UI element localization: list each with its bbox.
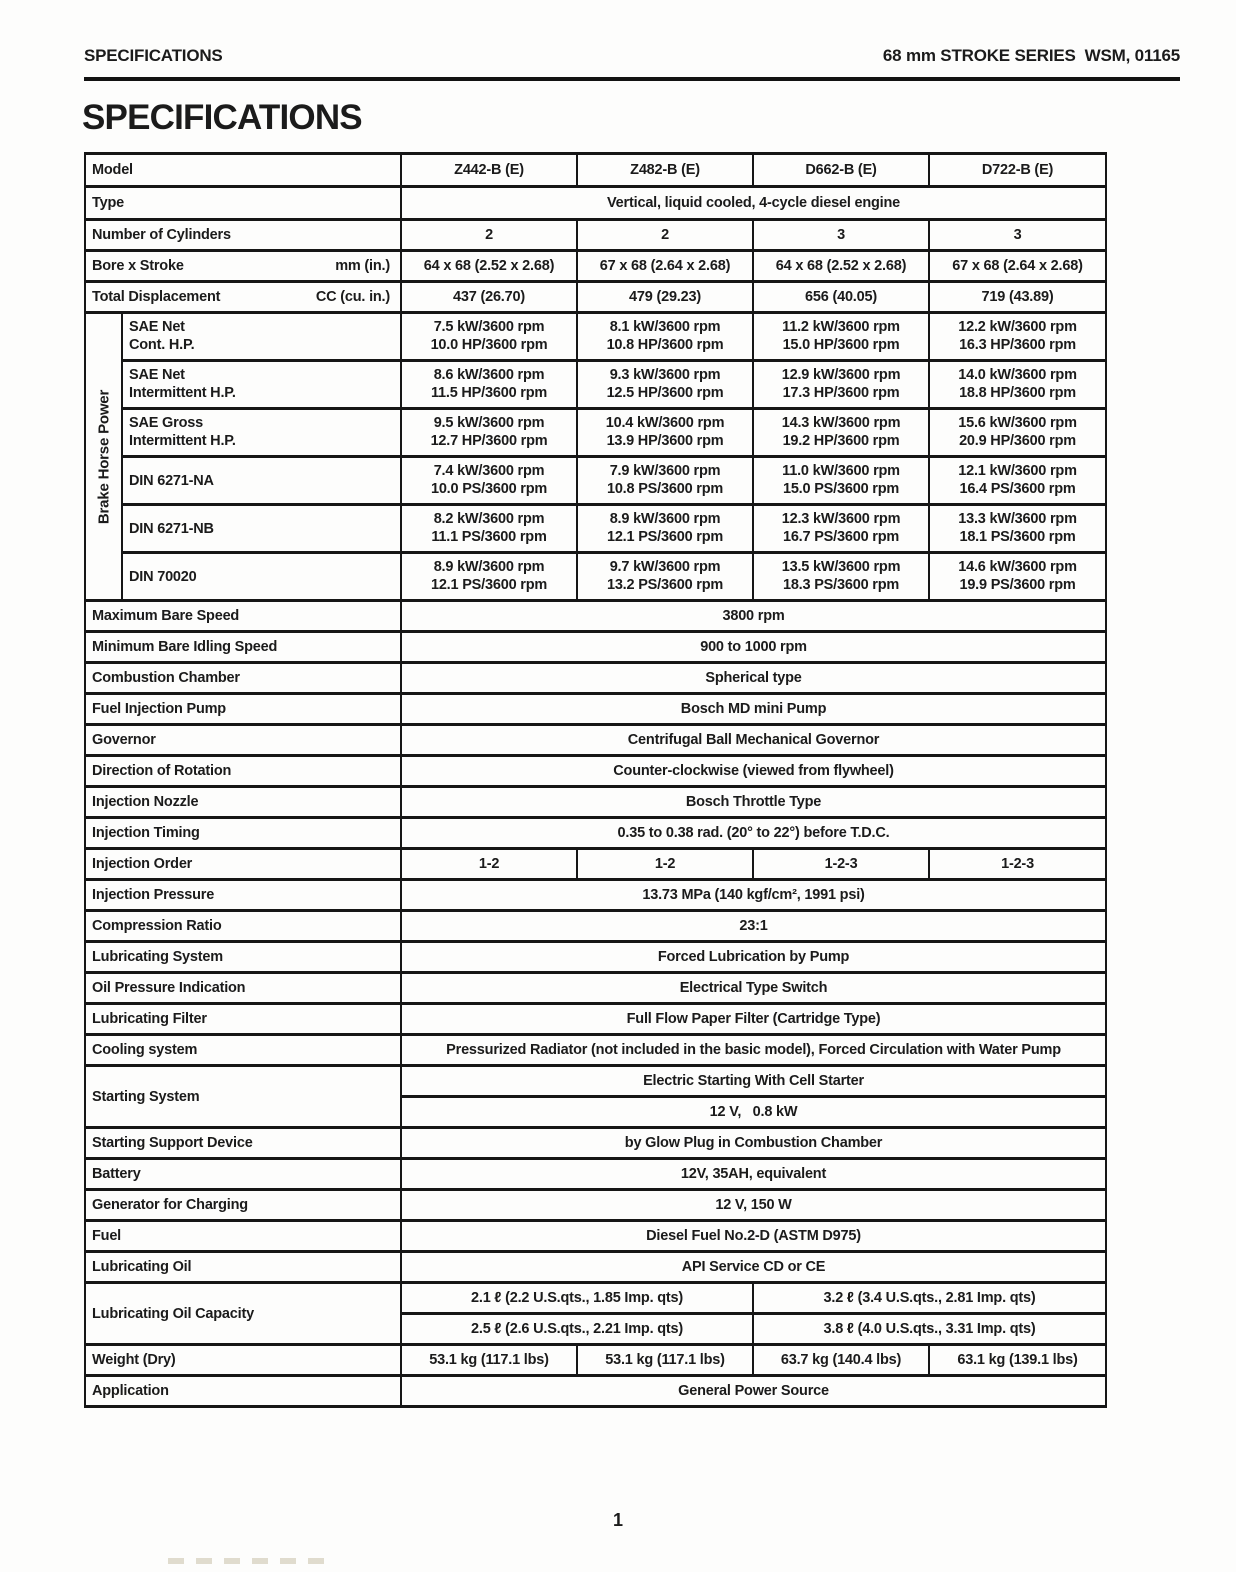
spec-value: 719 (43.89) xyxy=(929,282,1106,313)
spec-label: Type xyxy=(85,187,401,220)
row-fuel xyxy=(85,1221,1106,1252)
spec-value: 11.0 kW/3600 rpm 15.0 PS/3600 rpm xyxy=(753,457,929,505)
header-rule xyxy=(84,77,1180,81)
spec-value: 12.2 kW/3600 rpm 16.3 HP/3600 rpm xyxy=(929,313,1106,361)
row-weight-dry xyxy=(85,1345,1106,1376)
spec-value: 3.8 ℓ (4.0 U.S.qts., 3.31 Imp. qts) xyxy=(753,1314,1106,1345)
spec-label: Oil Pressure Indication xyxy=(85,973,401,1004)
row-bhp-sae-gross-int xyxy=(85,409,1106,457)
row-lubricating-oil xyxy=(85,1252,1106,1283)
spec-value: Bosch Throttle Type xyxy=(401,787,1106,818)
model-cell: Z482-B (E) xyxy=(577,154,753,187)
row-injection-pressure xyxy=(85,880,1106,911)
spec-value: 3800 rpm xyxy=(401,601,1106,632)
spec-value: 23:1 xyxy=(401,911,1106,942)
row-bhp-din-70020 xyxy=(85,553,1106,601)
spec-value: 3 xyxy=(929,220,1106,251)
spec-value: 14.3 kW/3600 rpm 19.2 HP/3600 rpm xyxy=(753,409,929,457)
row-type xyxy=(85,187,1106,220)
spec-value: 2 xyxy=(577,220,753,251)
spec-label: Compression Ratio xyxy=(85,911,401,942)
row-injection-timing xyxy=(85,818,1106,849)
model-cell: D662-B (E) xyxy=(753,154,929,187)
spec-label: Combustion Chamber xyxy=(85,663,401,694)
spec-unit: mm (in.) xyxy=(335,258,391,274)
spec-value: 14.0 kW/3600 rpm 18.8 HP/3600 rpm xyxy=(929,361,1106,409)
row-lubricating-filter xyxy=(85,1004,1106,1035)
spec-value: 1-2-3 xyxy=(753,849,929,880)
spec-value: 15.6 kW/3600 rpm 20.9 HP/3600 rpm xyxy=(929,409,1106,457)
row-model xyxy=(85,154,1106,187)
row-direction-of-rotation xyxy=(85,756,1106,787)
spec-value: 13.73 MPa (140 kgf/cm², 1991 psi) xyxy=(401,880,1106,911)
spec-value: 656 (40.05) xyxy=(753,282,929,313)
row-injection-nozzle xyxy=(85,787,1106,818)
spec-value: Electric Starting With Cell Starter xyxy=(401,1066,1106,1097)
row-lubricating-oil-capacity xyxy=(85,1283,1106,1314)
spec-value: 7.9 kW/3600 rpm 10.8 PS/3600 rpm xyxy=(577,457,753,505)
spec-value: 63.1 kg (139.1 lbs) xyxy=(929,1345,1106,1376)
spec-value: Full Flow Paper Filter (Cartridge Type) xyxy=(401,1004,1106,1035)
spec-value: 64 x 68 (2.52 x 2.68) xyxy=(753,251,929,282)
spec-value: 8.9 kW/3600 rpm 12.1 PS/3600 rpm xyxy=(401,553,577,601)
spec-label: Injection Order xyxy=(85,849,401,880)
header-section-title: SPECIFICATIONS xyxy=(84,46,223,65)
spec-label: Fuel Injection Pump xyxy=(85,694,401,725)
spec-label: Generator for Charging xyxy=(85,1190,401,1221)
spec-label: Maximum Bare Speed xyxy=(85,601,401,632)
spec-label: Model xyxy=(85,154,401,187)
row-lubricating-system xyxy=(85,942,1106,973)
spec-label-line1: SAE Net xyxy=(129,318,185,335)
spec-value: 12.3 kW/3600 rpm 16.7 PS/3600 rpm xyxy=(753,505,929,553)
spec-value: 1-2-3 xyxy=(929,849,1106,880)
row-min-idling-speed xyxy=(85,632,1106,663)
row-cooling-system xyxy=(85,1035,1106,1066)
spec-label: Application xyxy=(85,1376,401,1407)
spec-label: DIN 70020 xyxy=(122,553,401,601)
spec-value: by Glow Plug in Combustion Chamber xyxy=(401,1128,1106,1159)
spec-value: Vertical, liquid cooled, 4-cycle diesel engine xyxy=(401,187,1106,220)
spec-value: 479 (29.23) xyxy=(577,282,753,313)
spec-value: 64 x 68 (2.52 x 2.68) xyxy=(401,251,577,282)
row-fuel-injection-pump xyxy=(85,694,1106,725)
spec-value: 9.7 kW/3600 rpm 13.2 PS/3600 rpm xyxy=(577,553,753,601)
spec-label: Starting Support Device xyxy=(85,1128,401,1159)
spec-label xyxy=(122,313,401,361)
spec-label: Fuel xyxy=(85,1221,401,1252)
spec-label: Lubricating Filter xyxy=(85,1004,401,1035)
row-application xyxy=(85,1376,1106,1407)
row-max-bare-speed xyxy=(85,601,1106,632)
bhp-group-label: Brake Horse Power xyxy=(95,389,112,524)
spec-value: 7.5 kW/3600 rpm 10.0 HP/3600 rpm xyxy=(401,313,577,361)
spec-value: 14.6 kW/3600 rpm 19.9 PS/3600 rpm xyxy=(929,553,1106,601)
spec-unit: CC (cu. in.) xyxy=(315,289,391,305)
spec-value: 8.9 kW/3600 rpm 12.1 PS/3600 rpm xyxy=(577,505,753,553)
spec-label: Battery xyxy=(85,1159,401,1190)
row-cylinders xyxy=(85,220,1106,251)
spec-value: 2.1 ℓ (2.2 U.S.qts., 1.85 Imp. qts) xyxy=(401,1283,753,1314)
spec-value: API Service CD or CE xyxy=(401,1252,1106,1283)
row-bhp-din-6271-nb xyxy=(85,505,1106,553)
spec-value: 1-2 xyxy=(401,849,577,880)
spec-value: 8.2 kW/3600 rpm 11.1 PS/3600 rpm xyxy=(401,505,577,553)
row-bore-stroke xyxy=(85,251,1106,282)
spec-label: Starting System xyxy=(85,1066,401,1128)
row-starting-support-device xyxy=(85,1128,1106,1159)
spec-label: Governor xyxy=(85,725,401,756)
row-generator-for-charging xyxy=(85,1190,1106,1221)
specifications-table xyxy=(84,152,1107,1408)
spec-value: 437 (26.70) xyxy=(401,282,577,313)
spec-label: Lubricating System xyxy=(85,942,401,973)
spec-label-text: Bore x Stroke xyxy=(92,258,184,274)
row-injection-order xyxy=(85,849,1106,880)
spec-value: 13.3 kW/3600 rpm 18.1 PS/3600 rpm xyxy=(929,505,1106,553)
row-battery xyxy=(85,1159,1106,1190)
spec-value: 67 x 68 (2.64 x 2.68) xyxy=(577,251,753,282)
spec-value: 0.35 to 0.38 rad. (20° to 22°) before T.D.C. xyxy=(401,818,1106,849)
spec-value: Diesel Fuel No.2-D (ASTM D975) xyxy=(401,1221,1106,1252)
model-cell: Z442-B (E) xyxy=(401,154,577,187)
spec-value: 53.1 kg (117.1 lbs) xyxy=(577,1345,753,1376)
row-displacement xyxy=(85,282,1106,313)
row-starting-system xyxy=(85,1066,1106,1097)
spec-label: Injection Pressure xyxy=(85,880,401,911)
spec-label: Injection Timing xyxy=(85,818,401,849)
bhp-group-cell xyxy=(85,313,122,601)
spec-value: Bosch MD mini Pump xyxy=(401,694,1106,725)
spec-value: 12.9 kW/3600 rpm 17.3 HP/3600 rpm xyxy=(753,361,929,409)
spec-label: Injection Nozzle xyxy=(85,787,401,818)
spec-value: Centrifugal Ball Mechanical Governor xyxy=(401,725,1106,756)
row-bhp-sae-net-cont xyxy=(85,313,1106,361)
spec-value: Counter-clockwise (viewed from flywheel) xyxy=(401,756,1106,787)
row-bhp-sae-net-int xyxy=(85,361,1106,409)
spec-value: 13.5 kW/3600 rpm 18.3 PS/3600 rpm xyxy=(753,553,929,601)
row-combustion-chamber xyxy=(85,663,1106,694)
spec-label: Cooling system xyxy=(85,1035,401,1066)
spec-value: 7.4 kW/3600 rpm 10.0 PS/3600 rpm xyxy=(401,457,577,505)
spec-value: 53.1 kg (117.1 lbs) xyxy=(401,1345,577,1376)
spec-value: Forced Lubrication by Pump xyxy=(401,942,1106,973)
spec-value: Electrical Type Switch xyxy=(401,973,1106,1004)
spec-value: 3.2 ℓ (3.4 U.S.qts., 2.81 Imp. qts) xyxy=(753,1283,1106,1314)
row-governor xyxy=(85,725,1106,756)
spec-label: SAE Net Intermittent H.P. xyxy=(122,361,401,409)
spec-value: 9.3 kW/3600 rpm 12.5 HP/3600 rpm xyxy=(577,361,753,409)
model-cell: D722-B (E) xyxy=(929,154,1106,187)
spec-label: DIN 6271-NB xyxy=(122,505,401,553)
spec-value: Spherical type xyxy=(401,663,1106,694)
spec-value: 2.5 ℓ (2.6 U.S.qts., 2.21 Imp. qts) xyxy=(401,1314,753,1345)
spec-label xyxy=(85,282,401,313)
spec-label: Minimum Bare Idling Speed xyxy=(85,632,401,663)
spec-value: 3 xyxy=(753,220,929,251)
spec-value: 12.1 kW/3600 rpm 16.4 PS/3600 rpm xyxy=(929,457,1106,505)
spec-label: Direction of Rotation xyxy=(85,756,401,787)
page-number: 1 xyxy=(612,1510,623,1530)
row-bhp-din-6271-na xyxy=(85,457,1106,505)
spec-value: 10.4 kW/3600 rpm 13.9 HP/3600 rpm xyxy=(577,409,753,457)
spec-value: 11.2 kW/3600 rpm 15.0 HP/3600 rpm xyxy=(753,313,929,361)
spec-label: Weight (Dry) xyxy=(85,1345,401,1376)
spec-label: Lubricating Oil Capacity xyxy=(85,1283,401,1345)
spec-label: Lubricating Oil xyxy=(85,1252,401,1283)
spec-value: 67 x 68 (2.64 x 2.68) xyxy=(929,251,1106,282)
header-document-id: 68 mm STROKE SERIES WSM, 01165 xyxy=(882,46,1180,65)
spec-value: 9.5 kW/3600 rpm 12.7 HP/3600 rpm xyxy=(401,409,577,457)
spec-label-text: Total Displacement xyxy=(92,289,221,305)
spec-value: 8.1 kW/3600 rpm 10.8 HP/3600 rpm xyxy=(577,313,753,361)
spec-label: DIN 6271-NA xyxy=(122,457,401,505)
running-header xyxy=(84,46,1180,66)
spec-value: 63.7 kg (140.4 lbs) xyxy=(753,1345,929,1376)
spec-value: Pressurized Radiator (not included in the basic model), Forced Circulation with Water Pump xyxy=(401,1035,1106,1066)
row-compression-ratio xyxy=(85,911,1106,942)
spec-label xyxy=(85,251,401,282)
row-oil-pressure-indication xyxy=(85,973,1106,1004)
spec-value: 12 V, 0.8 kW xyxy=(401,1097,1106,1128)
spec-label: Number of Cylinders xyxy=(85,220,401,251)
spec-value: 900 to 1000 rpm xyxy=(401,632,1106,663)
spec-value: 8.6 kW/3600 rpm 11.5 HP/3600 rpm xyxy=(401,361,577,409)
spec-value: 2 xyxy=(401,220,577,251)
spec-label-line2: Cont. H.P. xyxy=(129,336,195,353)
spec-value: 1-2 xyxy=(577,849,753,880)
spec-value: 12V, 35AH, equivalent xyxy=(401,1159,1106,1190)
spec-label: SAE Gross Intermittent H.P. xyxy=(122,409,401,457)
spec-value: 12 V, 150 W xyxy=(401,1190,1106,1221)
spec-value: General Power Source xyxy=(401,1376,1106,1407)
scan-artifact xyxy=(168,1558,328,1564)
page-title: SPECIFICATIONS xyxy=(82,98,362,137)
